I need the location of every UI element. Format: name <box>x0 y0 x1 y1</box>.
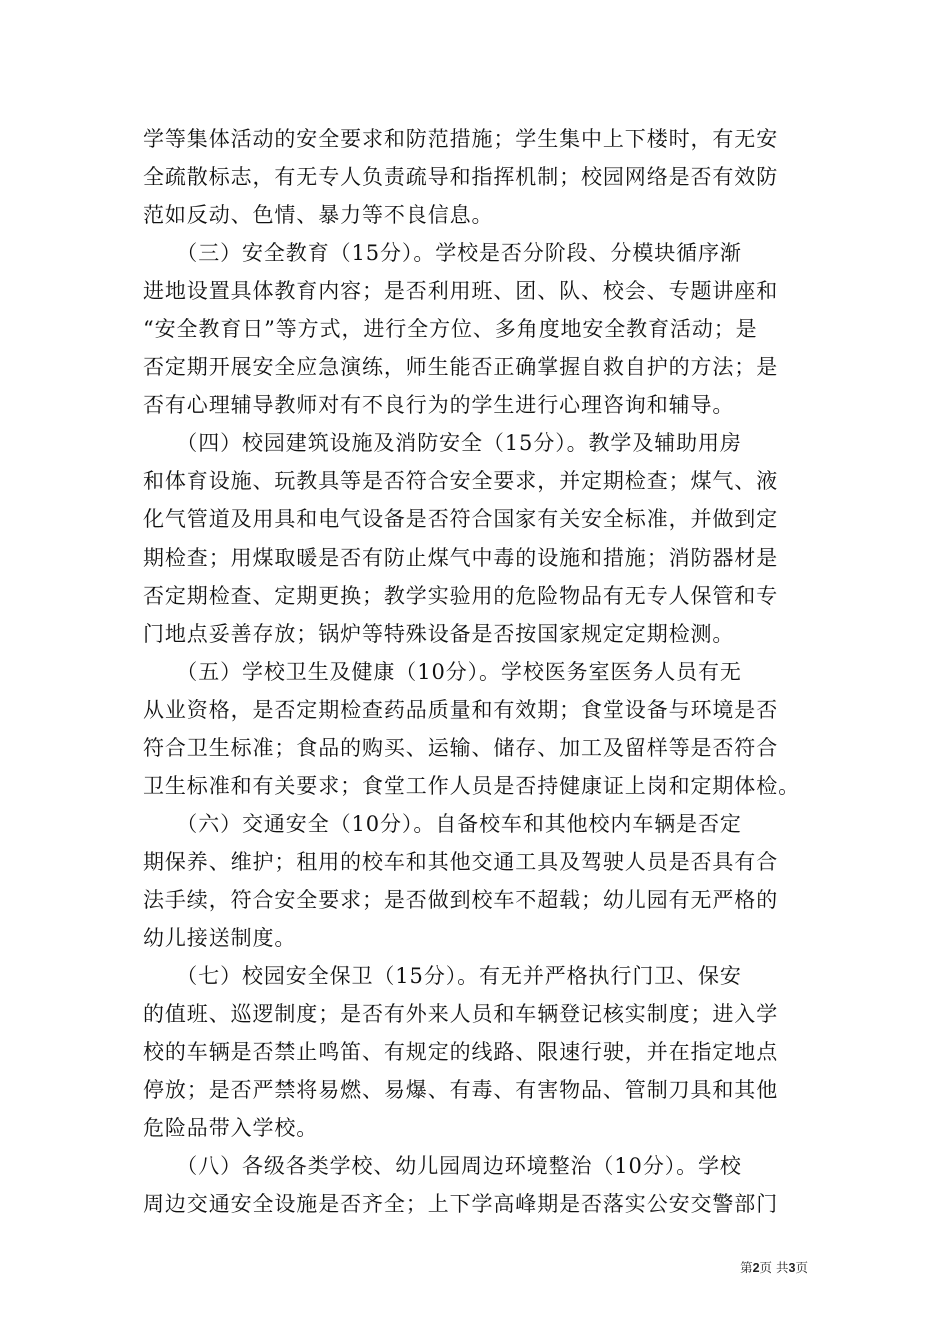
text-line: “安全教育日”等方式，进行全方位、多角度地安全教育活动；是 <box>143 317 758 342</box>
text-line: 和体育设施、玩教具等是否符合安全要求，并定期检查；煤气、液 <box>143 469 779 494</box>
text-line: （八）各级各类学校、幼儿园周边环境整治（10分）。学校 <box>143 1154 742 1179</box>
text-line: 期检查；用煤取暖是否有防止煤气中毒的设施和措施；消防器材是 <box>143 545 779 570</box>
text-line: 卫生标准和有关要求；食堂工作人员是否持健康证上岗和定期体检。 <box>143 773 800 798</box>
text-line: 从业资格，是否定期检查药品质量和有效期；食堂设备与环境是否 <box>143 697 779 722</box>
text-line: 幼儿接送制度。 <box>143 925 297 950</box>
footer-total-pages: 3 <box>788 1261 796 1275</box>
text-line: 的值班、巡逻制度；是否有外来人员和车辆登记核实制度；进入学 <box>143 1002 779 1027</box>
page-footer <box>718 1260 808 1276</box>
text-line: 校的车辆是否禁止鸣笛、有规定的线路、限速行驶，并在指定地点 <box>143 1040 779 1065</box>
text-line: （四）校园建筑设施及消防安全（15分）。教学及辅助用房 <box>143 431 742 456</box>
text-line: 否有心理辅导教师对有不良行为的学生进行心理咨询和辅导。 <box>143 393 735 418</box>
text-line: 期保养、维护；租用的校车和其他交通工具及驾驶人员是否具有合 <box>143 849 779 874</box>
text-line: 危险品带入学校。 <box>143 1116 319 1141</box>
text-line: 范如反动、色情、暴力等不良信息。 <box>143 203 494 228</box>
text-line: 否定期开展安全应急演练，师生能否正确掌握自救自护的方法；是 <box>143 355 779 380</box>
text-line: 进地设置具体教育内容；是否利用班、团、队、校会、专题讲座和 <box>143 279 779 304</box>
text-line: 周边交通安全设施是否齐全；上下学高峰期是否落实公安交警部门 <box>143 1192 779 1217</box>
text-line: 全疏散标志，有无专人负责疏导和指挥机制；校园网络是否有效防 <box>143 165 779 190</box>
text-line: 学等集体活动的安全要求和防范措施；学生集中上下楼时，有无安 <box>143 127 779 151</box>
text-line: （五）学校卫生及健康（10分）。学校医务室医务人员有无 <box>143 659 742 684</box>
footer-prefix: 第 <box>740 1260 753 1275</box>
document-body <box>143 120 808 1223</box>
text-line: 符合卫生标准；食品的购买、运输、储存、加工及留样等是否符合 <box>143 735 779 760</box>
text-line: 停放；是否严禁将易燃、易爆、有毒、有害物品、管制刀具和其他 <box>143 1078 779 1103</box>
text-line: 法手续，符合安全要求；是否做到校车不超载；幼儿园有无严格的 <box>143 887 779 912</box>
text-line: （七）校园安全保卫（15分）。有无并严格执行门卫、保安 <box>143 964 742 989</box>
footer-suffix: 页 <box>795 1260 808 1275</box>
text-line: 否定期检查、定期更换；教学实验用的危险物品有无专人保管和专 <box>143 583 779 608</box>
footer-page-number: 2 <box>752 1261 760 1275</box>
footer-middle: 页 共 <box>759 1260 789 1275</box>
text-line: 化气管道及用具和电气设备是否符合国家有关安全标准，并做到定 <box>143 507 779 532</box>
text-line: 门地点妥善存放；锅炉等特殊设备是否按国家规定定期检测。 <box>143 621 735 646</box>
text-line: （六）交通安全（10分）。自备校车和其他校内车辆是否定 <box>143 811 742 836</box>
text-line: （三）安全教育（15分）。学校是否分阶段、分模块循序渐 <box>143 241 742 266</box>
